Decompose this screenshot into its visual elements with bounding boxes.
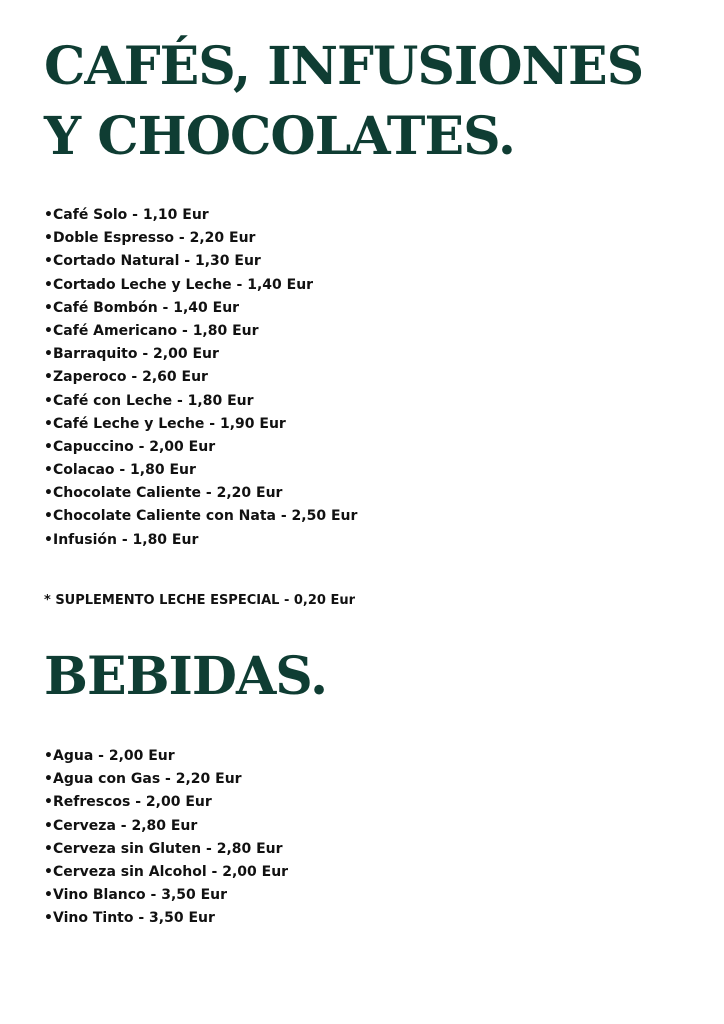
bullet-icon: • bbox=[44, 863, 53, 880]
bullet-icon: • bbox=[44, 531, 53, 548]
bullet-icon: • bbox=[44, 794, 53, 811]
menu-item-label: Cerveza - 2,80 Eur bbox=[53, 817, 198, 834]
menu-item-label: Cortado Leche y Leche - 1,40 Eur bbox=[53, 276, 314, 293]
menu-item-label: Colacao - 1,80 Eur bbox=[53, 462, 196, 479]
menu-item bbox=[44, 459, 357, 482]
menu-item-label: Agua con Gas - 2,20 Eur bbox=[53, 771, 242, 788]
menu-item-label: Café Bombón - 1,40 Eur bbox=[53, 299, 240, 316]
menu-item-label: Doble Espresso - 2,20 Eur bbox=[53, 230, 256, 247]
bullet-icon: • bbox=[44, 485, 53, 502]
menu-item-label: Zaperoco - 2,60 Eur bbox=[53, 369, 208, 386]
menu-item-label: Vino Tinto - 3,50 Eur bbox=[53, 910, 215, 927]
menu-item-label: Vino Blanco - 3,50 Eur bbox=[53, 887, 228, 904]
menu-item bbox=[44, 505, 357, 528]
menu-item bbox=[44, 297, 357, 320]
bullet-icon: • bbox=[44, 299, 53, 316]
bullet-icon: • bbox=[44, 415, 53, 432]
heading-bebidas: BEBIDAS. bbox=[44, 646, 328, 707]
heading-line-2: Y CHOCOLATES. bbox=[44, 106, 515, 167]
supplement-note: * SUPLEMENTO LECHE ESPECIAL - 0,20 Eur bbox=[44, 593, 356, 608]
bullet-icon: • bbox=[44, 230, 53, 247]
menu-item bbox=[44, 815, 288, 838]
menu-item-label: Agua - 2,00 Eur bbox=[53, 748, 175, 764]
menu-item-label: Infusión - 1,80 Eur bbox=[53, 531, 199, 548]
menu-item bbox=[44, 838, 288, 861]
menu-item bbox=[44, 390, 357, 413]
menu-item bbox=[44, 482, 357, 505]
heading-cafes-infusiones-chocolates bbox=[44, 32, 643, 172]
bullet-icon: • bbox=[44, 508, 53, 525]
menu-item bbox=[44, 436, 357, 459]
bullet-icon: • bbox=[44, 462, 53, 479]
bullet-icon: • bbox=[44, 276, 53, 293]
menu-item-label: Café con Leche - 1,80 Eur bbox=[53, 392, 254, 409]
menu-item-label: Cerveza sin Gluten - 2,80 Eur bbox=[53, 840, 283, 857]
bullet-icon: • bbox=[44, 346, 53, 363]
bullet-icon: • bbox=[44, 771, 53, 788]
menu-item-label: Refrescos - 2,00 Eur bbox=[53, 794, 212, 811]
menu-item-label: Café Solo - 1,10 Eur bbox=[53, 207, 209, 223]
menu-item bbox=[44, 204, 357, 227]
menu-item-label: Cortado Natural - 1,30 Eur bbox=[53, 253, 261, 270]
menu-item bbox=[44, 529, 357, 552]
menu-item bbox=[44, 413, 357, 436]
menu-item bbox=[44, 861, 288, 884]
menu-item bbox=[44, 343, 357, 366]
menu-item-label: Chocolate Caliente con Nata - 2,50 Eur bbox=[53, 508, 358, 525]
menu-item bbox=[44, 791, 288, 814]
menu-item bbox=[44, 884, 288, 907]
bullet-icon: • bbox=[44, 438, 53, 455]
menu-item bbox=[44, 768, 288, 791]
bullet-icon: • bbox=[44, 840, 53, 857]
bullet-icon: • bbox=[44, 817, 53, 834]
bullet-icon: • bbox=[44, 748, 53, 764]
menu-item-label: Café Americano - 1,80 Eur bbox=[53, 322, 259, 339]
menu-item-label: Barraquito - 2,00 Eur bbox=[53, 346, 219, 363]
bullet-icon: • bbox=[44, 322, 53, 339]
menu-item bbox=[44, 250, 357, 273]
menu-item bbox=[44, 745, 288, 768]
bullet-icon: • bbox=[44, 207, 53, 223]
bullet-icon: • bbox=[44, 910, 53, 927]
cafes-menu-list bbox=[44, 204, 357, 552]
bullet-icon: • bbox=[44, 253, 53, 270]
menu-item bbox=[44, 366, 357, 389]
menu-item bbox=[44, 907, 288, 930]
bullet-icon: • bbox=[44, 887, 53, 904]
bullet-icon: • bbox=[44, 369, 53, 386]
heading-line-1: CAFÉS, INFUSIONES bbox=[44, 36, 644, 97]
menu-item-label: Capuccino - 2,00 Eur bbox=[53, 438, 216, 455]
menu-item bbox=[44, 227, 357, 250]
menu-item-label: Chocolate Caliente - 2,20 Eur bbox=[53, 485, 283, 502]
menu-item-label: Café Leche y Leche - 1,90 Eur bbox=[53, 415, 286, 432]
bullet-icon: • bbox=[44, 392, 53, 409]
menu-item bbox=[44, 320, 357, 343]
menu-item-label: Cerveza sin Alcohol - 2,00 Eur bbox=[53, 863, 289, 880]
bebidas-menu-list bbox=[44, 745, 288, 931]
menu-item bbox=[44, 274, 357, 297]
